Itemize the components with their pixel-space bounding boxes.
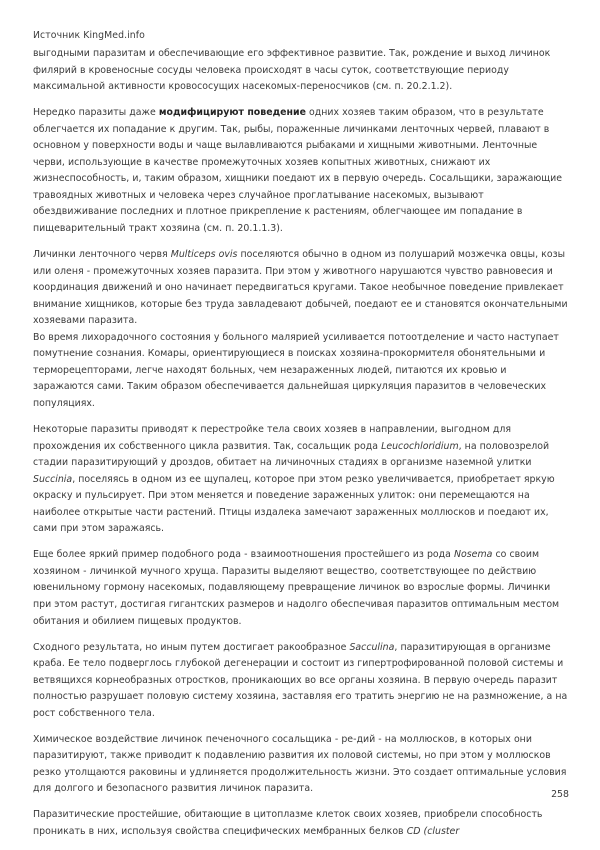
text-run: , поселяясь в одном из ее щупалец, которое при этом резко увеличивается, приобретает яркую окраску и пульсирует. При этом меняется и поведение зараженных улиток: они перемещаются на наиболее открытые части растений. Птицы издалека замечают зараженных моллюсков и поедают их, сами при этом заражаясь. (33, 473, 555, 535)
paragraph (33, 330, 569, 413)
italic-taxon-name: Multiceps ovis (170, 249, 238, 261)
paragraph (33, 640, 569, 723)
italic-taxon-name: Succinia (33, 473, 73, 485)
text-run: Личинки ленточного червя (33, 249, 171, 261)
page-number: 258 (551, 789, 569, 800)
text-run: одних хозяев таким образом, что в результате облегчается их попадание к другим. Так, рыбы, пораженные личинками ленточных червей, плавают в основном у поверхности воды и чаще вылавливаются рыбаками и хищными животными. Ленточные черви, использующие в качестве промежуточных хозяев копытных животных, снижают их жизнеспособность, и, таким образом, хищники поедают их в первую очередь. Сосальщики, заражающие травоядных животных и человека через случайное проглатывание насекомых, вызывают обездвиживание последних и плотное прикрепление к растениям, облегчающее им попадание в пищеварительный тракт хозяина (см. п. 20.1.1.3). (33, 107, 562, 234)
italic-taxon-name: Sacculina (349, 641, 395, 653)
text-run: поселяются обычно в одном из полушарий мозжечка овцы, козы или оленя - промежуточных хозяев паразита. При этом у животного нарушаются чувство равновесия и координация движений и оно начинает передвигаться кругами. Такое необычное поведение привлекает внимание хищников, которые без труда завладевают добычей, поедают ее и становятся окончательными хозяевами паразита. (33, 249, 568, 327)
text-run: Нередко паразиты даже (33, 107, 159, 119)
source-header: Источник KingMed.info (33, 30, 145, 41)
text-run: выгодными паразитам и обеспечивающие его эффективное развитие. Так, рождение и выход личинок филярий в кровеносные сосуды человека происходят в часы суток, соответствующие периоду максимальной активности кровососущих насекомых-переносчиков (см. п. 20.2.1.2). (33, 48, 551, 93)
document-body (33, 46, 569, 850)
text-run: Некоторые паразиты приводят к перестройке тела своих хозяев в направлении, выгодном для прохождения их собственного цикла развития. Так, сосальщик рода (33, 423, 512, 452)
text-run: Во время лихорадочного состояния у больного малярией усиливается потоотделение и часто наступает помутнение сознания. Комары, ориентирующиеся в поисках хозяина-прокормителя обонятельными и терморецепторами, легче находят больных, чем незараженных людей, питаются их кровью и заражаются сами. Таким образом обеспечивается дальнейшая циркуляция паразитов в человеческих популяциях. (33, 331, 559, 409)
text-run: Химическое воздействие личинок печеночного сосальщика - ре-дий - на моллюсков, в которых они паразитируют, также приводит к подавлению развития их половой системы, но при этом у моллюсков резко утолщаются раковины и удлиняется продолжительность жизни. Это создает оптимальные условия для долгого и безопасного развития личинок паразита. (33, 733, 567, 795)
paragraph (33, 247, 569, 330)
text-run: , на половозрелой стадии паразитирующий у дроздов, обитает на личиночных стадиях в организме наземной улитки (33, 440, 550, 469)
paragraph (33, 105, 569, 237)
paragraph (33, 422, 569, 538)
paragraph (33, 732, 569, 798)
text-run: Еще более яркий пример подобного рода - взаимоотношения простейшего из рода (33, 549, 455, 561)
italic-taxon-name: CD (cluster (406, 826, 460, 838)
bold-term: модифицируют поведение (158, 107, 306, 119)
text-run: Сходного результата, но иным путем достигает ракообразное (33, 641, 350, 653)
text-run: , паразитирующая в организме краба. Ее тело подверглось глубокой дегенерации и состоит из гипертрофированной половой системы и ветвящихся корнеобразных отростков, проникающих во все органы хозяина. В первую очередь паразит полностью разрушает половую систему хозяина, заставляя его тратить энергию не на размножение, а на рост собственного тела. (33, 641, 568, 719)
text-run: со своим хозяином - личинкой мучного хруща. Паразиты выделяют вещество, соответствующее по действию ювенильному гормону насекомых, подавляющему превращение личинок во взрослые формы. Личинки при этом растут, достигая гигантских размеров и надолго обеспечивая паразитов оптимальным местом обитания и обилием пищевых продуктов. (33, 549, 560, 627)
paragraph (33, 46, 569, 96)
italic-taxon-name: Nosema (454, 549, 493, 561)
paragraph (33, 807, 569, 840)
italic-taxon-name: Leucochloridium (381, 440, 459, 452)
text-run: Паразитические простейшие, обитающие в цитоплазме клеток своих хозяев, приобрели способность проникать в них, используя свойства специфических мембранных белков (33, 809, 543, 838)
paragraph (33, 547, 569, 630)
